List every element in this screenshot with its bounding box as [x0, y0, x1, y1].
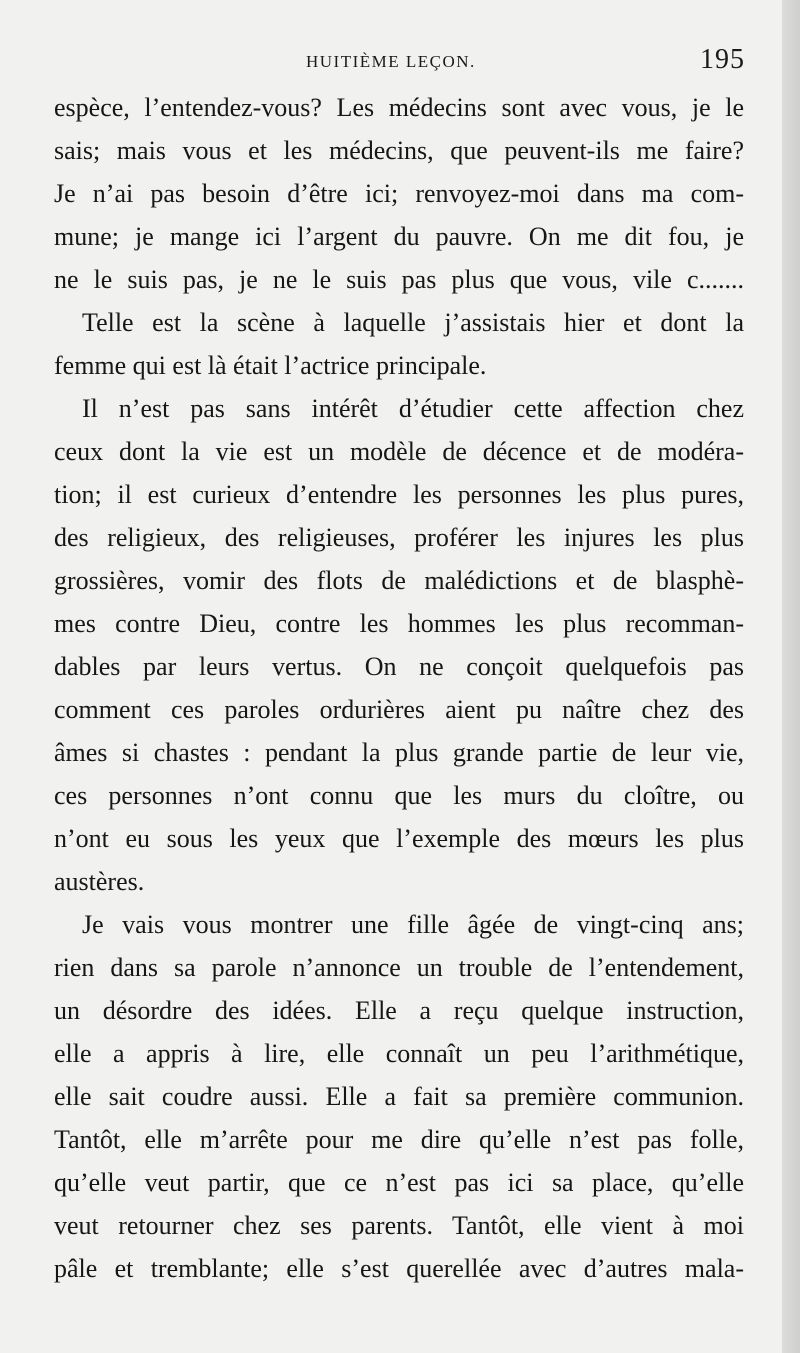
page-edge [782, 0, 800, 1353]
text-line: rien dans sa parole n’annonce un trouble de l’entendement, [54, 953, 744, 982]
running-title: HUITIÈME LEÇON. [306, 52, 476, 71]
text-line: ces personnes n’ont connu que les murs du cloître, ou [54, 781, 744, 810]
text-line: sais; mais vous et les médecins, que peuvent-ils me faire? [54, 136, 744, 165]
text-line: espèce, l’entendez-vous? Les médecins sont avec vous, je le [54, 93, 744, 122]
text-line: des religieux, des religieuses, proférer les injures les plus [54, 523, 744, 552]
text-line: dables par leurs vertus. On ne conçoit quelquefois pas [54, 652, 744, 681]
text-line: âmes si chastes : pendant la plus grande partie de leur vie, [54, 738, 744, 767]
text-line: n’ont eu sous les yeux que l’exemple des mœurs les plus [54, 824, 744, 853]
running-head [0, 44, 782, 84]
text-line: Je n’ai pas besoin d’être ici; renvoyez-moi dans ma com- [54, 179, 744, 208]
text-line: mes contre Dieu, contre les hommes les plus recomman- [54, 609, 744, 638]
text-line: grossières, vomir des flots de malédictions et de blasphè- [54, 566, 744, 595]
text-line: veut retourner chez ses parents. Tantôt, elle vient à moi [54, 1211, 744, 1240]
paragraph-end-line: austères. [54, 867, 145, 896]
text-line: qu’elle veut partir, que ce n’est pas ici sa place, qu’elle [54, 1168, 744, 1197]
text-line: un désordre des idées. Elle a reçu quelque instruction, [54, 996, 744, 1025]
paragraph-start-line: Je vais vous montrer une fille âgée de vingt-cinq ans; [82, 910, 744, 939]
text-line: tion; il est curieux d’entendre les personnes les plus pures, [54, 480, 744, 509]
text-line: pâle et tremblante; elle s’est querellée avec d’autres mala- [54, 1254, 744, 1283]
paragraph-end-line: femme qui est là était l’actrice principale. [54, 351, 487, 380]
text-line: ceux dont la vie est un modèle de décence et de modéra- [54, 437, 744, 466]
page-number: 195 [700, 44, 745, 75]
text-line: comment ces paroles ordurières aient pu naître chez des [54, 695, 744, 724]
paragraph-start-line: Il n’est pas sans intérêt d’étudier cette affection chez [82, 394, 744, 423]
paragraph-start-line: Telle est la scène à laquelle j’assistais hier et dont la [82, 308, 744, 337]
text-line: ne le suis pas, je ne le suis pas plus que vous, vile c....... [54, 265, 744, 294]
text-line: elle a appris à lire, elle connaît un peu l’arithmétique, [54, 1039, 744, 1068]
text-line: Tantôt, elle m’arrête pour me dire qu’elle n’est pas folle, [54, 1125, 744, 1154]
body-text [54, 86, 744, 1290]
text-line: mune; je mange ici l’argent du pauvre. On me dit fou, je [54, 222, 744, 251]
text-line: elle sait coudre aussi. Elle a fait sa première communion. [54, 1082, 744, 1111]
